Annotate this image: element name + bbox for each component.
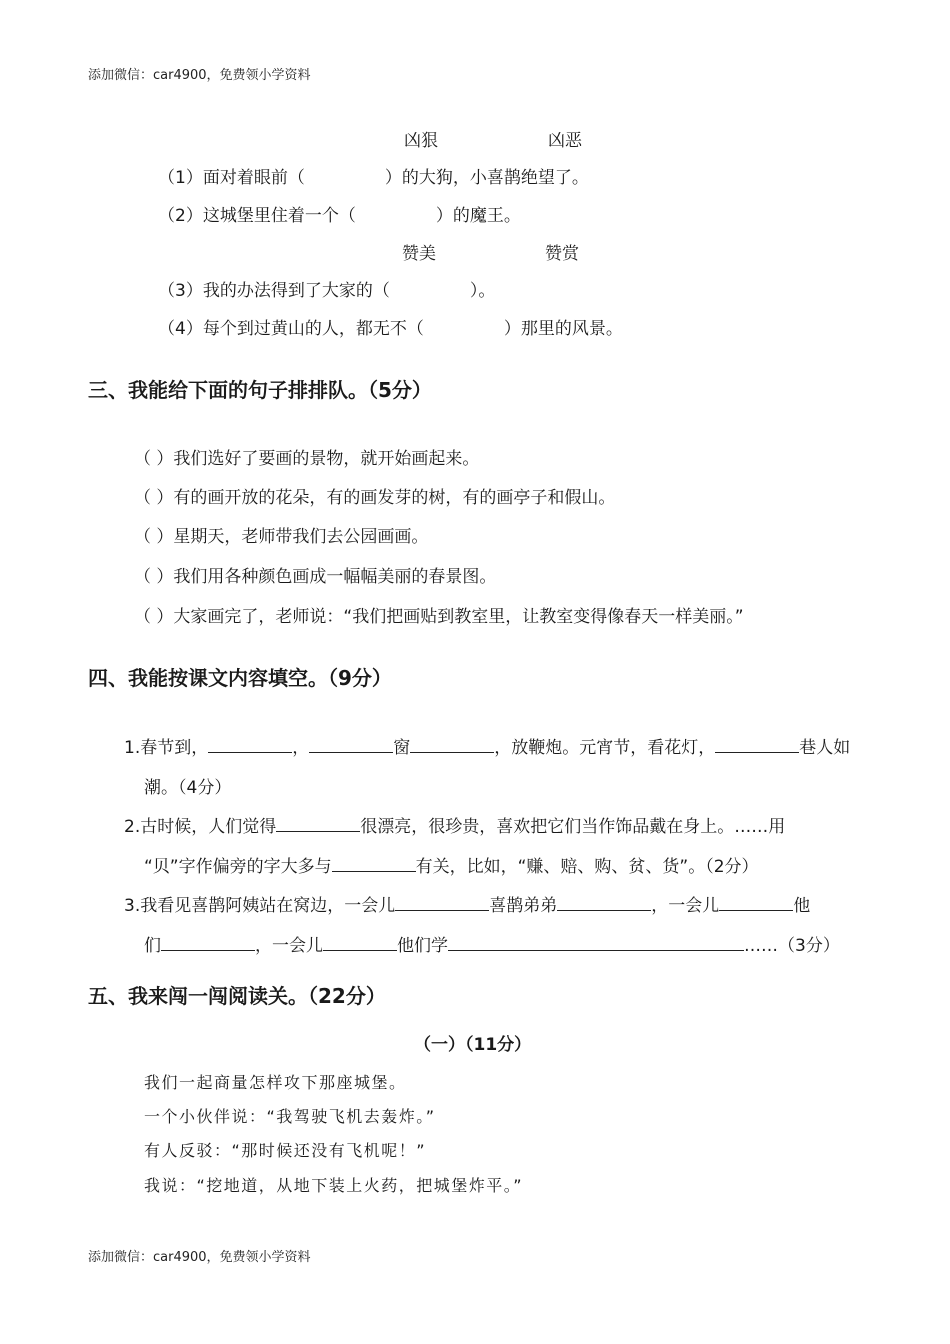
fill-text: 窗 bbox=[393, 738, 411, 758]
ordering-item bbox=[134, 483, 615, 508]
fill-blank[interactable] bbox=[410, 734, 494, 753]
fill-line bbox=[144, 931, 840, 956]
fill-text: 古时候，人们觉得 bbox=[140, 817, 277, 837]
fill-blank[interactable] bbox=[323, 932, 397, 951]
question-text: 这城堡里住着一个（ bbox=[202, 206, 356, 226]
question-text: ）的魔王。 bbox=[435, 206, 521, 226]
ordering-item bbox=[134, 444, 479, 469]
fill-blank[interactable] bbox=[208, 734, 292, 753]
fill-blank[interactable] bbox=[276, 813, 360, 832]
word-option: 凶狠 bbox=[404, 131, 438, 151]
ordering-item bbox=[134, 562, 496, 587]
passage-line: 我说：“挖地道，从地下装上火药，把城堡炸平。” bbox=[144, 1176, 524, 1195]
question-line bbox=[158, 276, 495, 301]
fill-blank[interactable] bbox=[332, 853, 416, 872]
fill-text: ， bbox=[292, 738, 310, 758]
question-number: 1. bbox=[124, 738, 141, 758]
word-option: 赞美 bbox=[402, 244, 436, 264]
question-number: （1） bbox=[158, 168, 203, 188]
fill-blank[interactable] bbox=[719, 892, 793, 911]
question-number: 2. bbox=[124, 817, 141, 837]
question-text: ）那里的风景。 bbox=[503, 319, 623, 339]
fill-text: 喜鹊弟弟 bbox=[489, 896, 558, 916]
fill-line bbox=[124, 891, 810, 916]
fill-text: 他 bbox=[793, 896, 811, 916]
ordering-item bbox=[134, 522, 428, 547]
fill-blank[interactable] bbox=[448, 932, 744, 951]
question-text: 我的办法得到了大家的（ bbox=[202, 281, 390, 301]
ordering-text: 我们用各种颜色画成一幅幅美丽的春景图。 bbox=[173, 567, 497, 587]
question-text: 面对着眼前（ bbox=[202, 168, 305, 188]
passage-subtitle: （一）（11分） bbox=[414, 1035, 532, 1055]
order-bracket[interactable]: （ ） bbox=[134, 567, 174, 587]
page-footer: 添加微信：car4900，免费领小学资料 bbox=[88, 1250, 311, 1265]
ordering-text: 星期天，老师带我们去公园画画。 bbox=[173, 527, 429, 547]
section-title: 四、我能按课文内容填空。（9分） bbox=[88, 666, 392, 690]
fill-text: “贝”字作偏旁的字大多与 bbox=[144, 857, 332, 877]
question-line bbox=[158, 163, 589, 188]
fill-text: 巷人如 bbox=[799, 738, 851, 758]
fill-blank[interactable] bbox=[309, 734, 393, 753]
ordering-text: 有的画开放的花朵，有的画发芽的树，有的画亭子和假山。 bbox=[173, 488, 616, 508]
question-text: ）。 bbox=[469, 281, 496, 301]
fill-text: ，一会儿 bbox=[255, 936, 323, 956]
fill-text: ，一会儿 bbox=[651, 896, 720, 916]
passage-line: 一个小伙伴说：“我驾驶飞机去轰炸。” bbox=[144, 1107, 436, 1126]
question-line bbox=[158, 201, 521, 226]
word-option: 赞赏 bbox=[545, 244, 579, 264]
ordering-item bbox=[134, 602, 744, 627]
order-bracket[interactable]: （ ） bbox=[134, 607, 174, 627]
order-bracket[interactable]: （ ） bbox=[134, 488, 174, 508]
ordering-text: 大家画完了，老师说：“我们把画贴到教室里，让教室变得像春天一样美丽。” bbox=[173, 607, 744, 627]
fill-blank[interactable] bbox=[715, 734, 799, 753]
fill-blank[interactable] bbox=[395, 892, 489, 911]
fill-line bbox=[144, 852, 759, 877]
word-option: 凶恶 bbox=[548, 131, 582, 151]
fill-text: 他们学 bbox=[397, 936, 448, 956]
question-number: （3） bbox=[158, 281, 203, 301]
ordering-text: 我们选好了要画的景物，就开始画起来。 bbox=[173, 449, 480, 469]
fill-text: 们 bbox=[144, 936, 161, 956]
fill-blank[interactable] bbox=[161, 932, 255, 951]
page-header: 添加微信：car4900，免费领小学资料 bbox=[88, 68, 311, 83]
fill-text: ，放鞭炮。元宵节，看花灯， bbox=[494, 738, 716, 758]
fill-line bbox=[124, 733, 850, 758]
passage-line: 有人反驳：“那时候还没有飞机呢！” bbox=[144, 1141, 427, 1160]
question-text: ）的大狗，小喜鹊绝望了。 bbox=[384, 168, 589, 188]
section-title: 五、我来闯一闯阅读关。（22分） bbox=[88, 984, 386, 1008]
section-title: 三、我能给下面的句子排排队。（5分） bbox=[88, 378, 432, 402]
question-number: 3. bbox=[124, 896, 141, 916]
fill-text: 春节到， bbox=[140, 738, 209, 758]
fill-text: 很漂亮，很珍贵，喜欢把它们当作饰品戴在身上。……用 bbox=[360, 817, 786, 837]
question-number: （2） bbox=[158, 206, 203, 226]
question-line bbox=[158, 314, 623, 339]
question-number: （4） bbox=[158, 319, 203, 339]
fill-line bbox=[124, 812, 785, 837]
fill-text: 我看见喜鹊阿姨站在窝边，一会儿 bbox=[140, 896, 396, 916]
question-text: 每个到过黄山的人，都无不（ bbox=[202, 319, 424, 339]
fill-blank[interactable] bbox=[557, 892, 651, 911]
order-bracket[interactable]: （ ） bbox=[134, 527, 174, 547]
fill-text: 有关，比如，“赚、赔、购、贫、货”。（2分） bbox=[415, 857, 759, 877]
passage-line: 我们一起商量怎样攻下那座城堡。 bbox=[144, 1073, 407, 1092]
fill-line: 潮。（4分） bbox=[144, 778, 232, 798]
order-bracket[interactable]: （ ） bbox=[134, 449, 174, 469]
fill-text: ……（3分） bbox=[744, 936, 840, 956]
